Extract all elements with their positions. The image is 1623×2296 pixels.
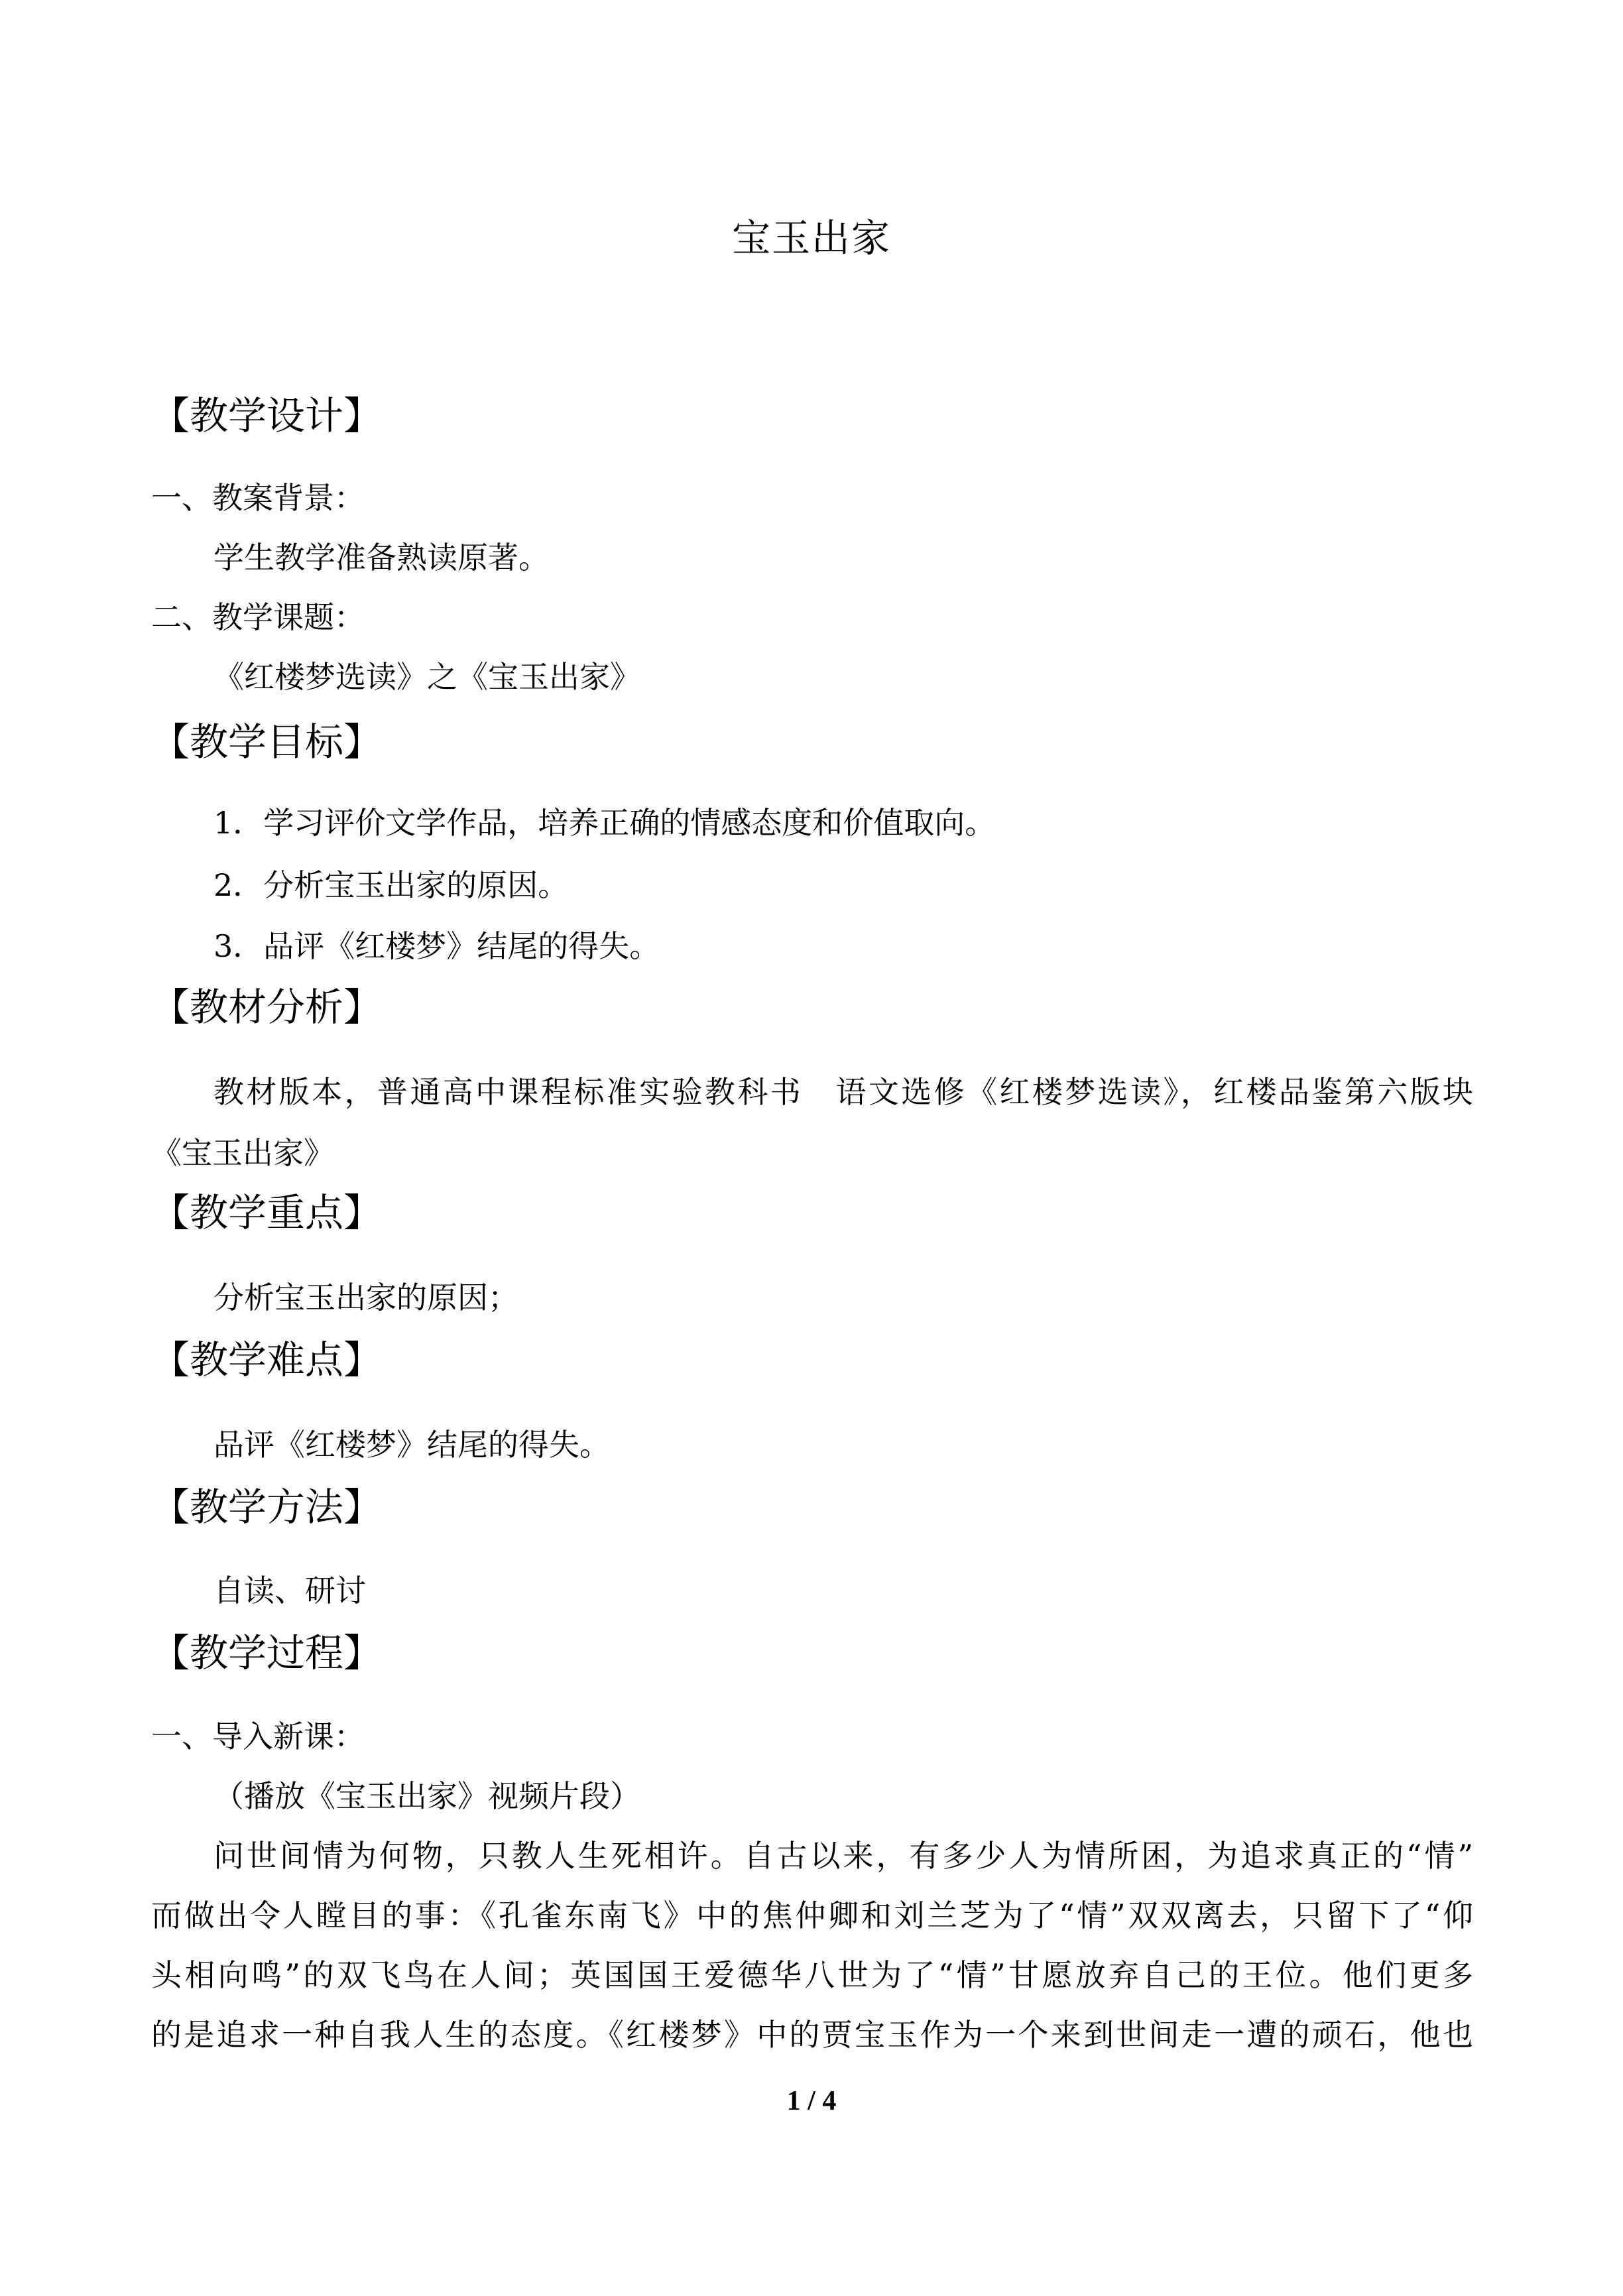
topic-text: 《红楼梦选读》之《宝玉出家》 [213, 659, 640, 695]
goal-item: 1．学习评价文学作品，培养正确的情感态度和价值取向。 [213, 805, 996, 841]
paragraph-line: 问世间情为何物，只教人生死相许。自古以来，有多少人为情所困，为追求真正的“情” [213, 1838, 1473, 1874]
document-title: 宝玉出家 [731, 215, 891, 261]
paragraph-line: 的是追求一种自我人生的态度。《红楼梦》中的贾宝玉作为一个来到世间走一遭的顽石，他也 [151, 2017, 1473, 2053]
section-heading-material: 【教材分析】 [151, 985, 383, 1030]
material-line-1: 教材版本，普通高中课程标准实验教科书 语文选修《红楼梦选读》，红楼品鉴第六版块 [213, 1074, 1473, 1110]
video-note: （播放《宝玉出家》视频片段） [213, 1778, 640, 1814]
goal-item: 3．品评《红楼梦》结尾的得失。 [213, 928, 660, 964]
section-heading-method: 【教学方法】 [151, 1484, 383, 1530]
intro-label: 一、导入新课： [151, 1719, 365, 1754]
material-line-2: 《宝玉出家》 [151, 1135, 334, 1171]
paragraph-line: 头相向鸣”的双飞鸟在人间；英国国王爱德华八世为了“情”甘愿放弃自己的王位。他们更多 [151, 1957, 1473, 1993]
section-heading-process: 【教学过程】 [151, 1630, 383, 1675]
paragraph-line: 而做出令人瞠目的事：《孔雀东南飞》中的焦仲卿和刘兰芝为了“情”双双离去，只留下了“仰 [151, 1898, 1473, 1933]
section-heading-design: 【教学设计】 [151, 393, 383, 438]
section-heading-goals: 【教学目标】 [151, 719, 383, 764]
topic-label: 二、教学课题： [151, 599, 365, 635]
focus-text: 分析宝玉出家的原因； [213, 1280, 518, 1315]
difficulty-text: 品评《红楼梦》结尾的得失。 [213, 1427, 610, 1463]
background-text: 学生教学准备熟读原著。 [213, 540, 549, 575]
section-heading-focus: 【教学重点】 [151, 1190, 383, 1235]
page-indicator: 1 / 4 [786, 2086, 837, 2116]
background-label: 一、教案背景： [151, 480, 365, 516]
goal-item: 2．分析宝玉出家的原因。 [213, 867, 569, 903]
section-heading-difficulty: 【教学难点】 [151, 1337, 383, 1382]
method-text: 自读、研讨 [213, 1573, 366, 1608]
